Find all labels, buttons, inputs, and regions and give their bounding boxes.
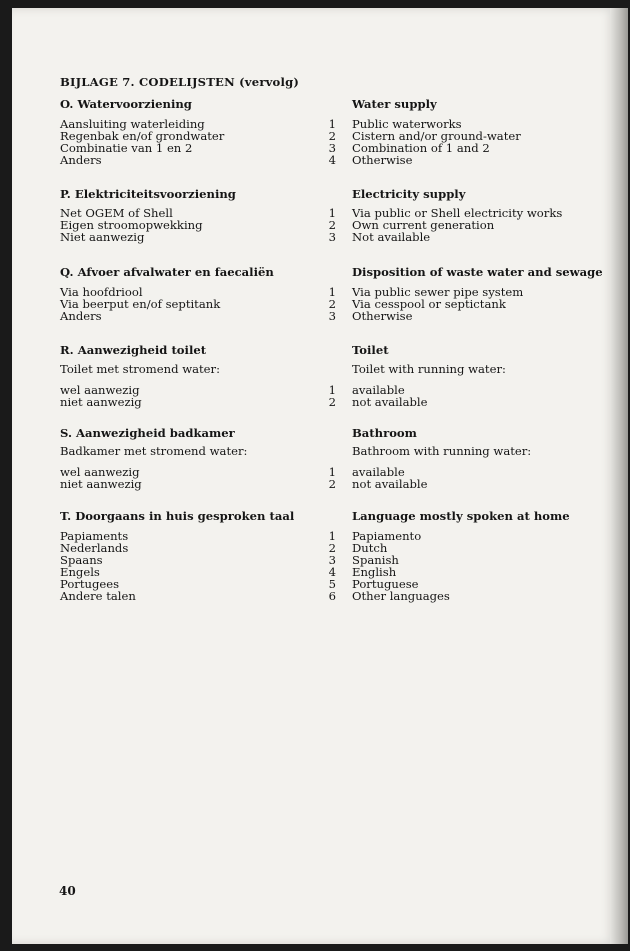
row-label-en: Other languages xyxy=(352,589,450,603)
row-label-en: Not available xyxy=(352,230,431,244)
row-code: 2 xyxy=(328,395,336,409)
subheading-nl: Badkamer met stromend water: xyxy=(60,444,248,458)
row-label-en: Spanish xyxy=(352,553,399,567)
row-label-nl: Nederlands xyxy=(60,541,129,555)
row-label-nl: Portugees xyxy=(60,577,120,591)
row-code: 1 xyxy=(328,383,336,397)
row-label-en: not available xyxy=(352,395,428,409)
row-label-nl: Regenbak en/of grondwater xyxy=(60,129,225,143)
row-code: 1 xyxy=(328,206,336,220)
row-code: 5 xyxy=(328,577,336,591)
section-heading-en: Water supply xyxy=(352,97,437,111)
row-code: 4 xyxy=(328,565,336,579)
row-label-nl: Niet aanwezig xyxy=(60,230,145,244)
document-page xyxy=(12,8,616,944)
row-label-en: Otherwise xyxy=(352,153,413,167)
row-label-en: Cistern and/or ground-water xyxy=(352,129,521,143)
row-label-nl: wel aanwezig xyxy=(60,465,140,479)
row-label-nl: Papiaments xyxy=(60,529,129,543)
row-label-nl: Andere talen xyxy=(60,589,136,603)
section-heading-nl: T. Doorgaans in huis gesproken taal xyxy=(60,509,295,523)
subheading-nl: Toilet met stromend water: xyxy=(60,362,220,376)
row-code: 3 xyxy=(328,309,336,323)
row-code: 4 xyxy=(328,153,336,167)
row-code: 2 xyxy=(328,297,336,311)
section-heading-en: Disposition of waste water and sewage xyxy=(352,265,603,279)
page-number: 40 xyxy=(59,884,76,898)
section-heading-nl: Q. Afvoer afvalwater en faecaliën xyxy=(60,265,274,279)
section-heading-en: Toilet xyxy=(352,343,389,357)
row-code: 2 xyxy=(328,218,336,232)
row-code: 2 xyxy=(328,477,336,491)
row-label-en: Public waterworks xyxy=(352,117,462,131)
row-label-nl: Via hoofdriool xyxy=(60,285,143,299)
section-heading-nl: O. Watervoorziening xyxy=(60,97,192,111)
row-label-en: Otherwise xyxy=(352,309,413,323)
row-label-nl: Via beerput en/of septitank xyxy=(60,297,221,311)
section-heading-nl: R. Aanwezigheid toilet xyxy=(60,343,207,357)
page-title: BIJLAGE 7. CODELIJSTEN (vervolg) xyxy=(60,75,300,89)
subheading-en: Toilet with running water: xyxy=(352,362,506,376)
row-label-nl: Combinatie van 1 en 2 xyxy=(60,141,193,155)
section-heading-en: Language mostly spoken at home xyxy=(352,509,570,523)
row-label-nl: Eigen stroomopwekking xyxy=(60,218,203,232)
row-label-nl: Net OGEM of Shell xyxy=(60,206,173,220)
row-code: 3 xyxy=(328,230,336,244)
row-label-nl: wel aanwezig xyxy=(60,383,140,397)
row-label-en: available xyxy=(352,465,405,479)
row-label-en: available xyxy=(352,383,405,397)
row-label-nl: Anders xyxy=(60,153,102,167)
row-label-nl: Engels xyxy=(60,565,100,579)
row-label-en: Via public or Shell electricity works xyxy=(352,206,563,220)
row-code: 1 xyxy=(328,465,336,479)
row-code: 1 xyxy=(328,285,336,299)
row-code: 3 xyxy=(328,553,336,567)
row-label-en: English xyxy=(352,565,397,579)
row-code: 1 xyxy=(328,529,336,543)
row-label-nl: Aansluiting waterleiding xyxy=(60,117,205,131)
book-binding-shadow xyxy=(610,8,628,944)
section-heading-en: Electricity supply xyxy=(352,187,466,201)
row-label-en: Portuguese xyxy=(352,577,419,591)
row-label-en: Own current generation xyxy=(352,218,495,232)
row-code: 2 xyxy=(328,129,336,143)
section-heading-en: Bathroom xyxy=(352,426,417,440)
row-label-en: Via cesspool or septictank xyxy=(352,297,506,311)
row-code: 2 xyxy=(328,541,336,555)
row-code: 6 xyxy=(328,589,336,603)
row-label-nl: Spaans xyxy=(60,553,103,567)
row-label-en: not available xyxy=(352,477,428,491)
row-label-en: Via public sewer pipe system xyxy=(352,285,524,299)
section-heading-nl: S. Aanwezigheid badkamer xyxy=(60,426,235,440)
subheading-en: Bathroom with running water: xyxy=(352,444,532,458)
section-heading-nl: P. Elektriciteitsvoorziening xyxy=(60,187,236,201)
row-code: 3 xyxy=(328,141,336,155)
row-code: 1 xyxy=(328,117,336,131)
row-label-nl: Anders xyxy=(60,309,102,323)
row-label-en: Combination of 1 and 2 xyxy=(352,141,490,155)
row-label-en: Dutch xyxy=(352,541,388,555)
row-label-en: Papiamento xyxy=(352,529,422,543)
row-label-nl: niet aanwezig xyxy=(60,477,142,491)
row-label-nl: niet aanwezig xyxy=(60,395,142,409)
